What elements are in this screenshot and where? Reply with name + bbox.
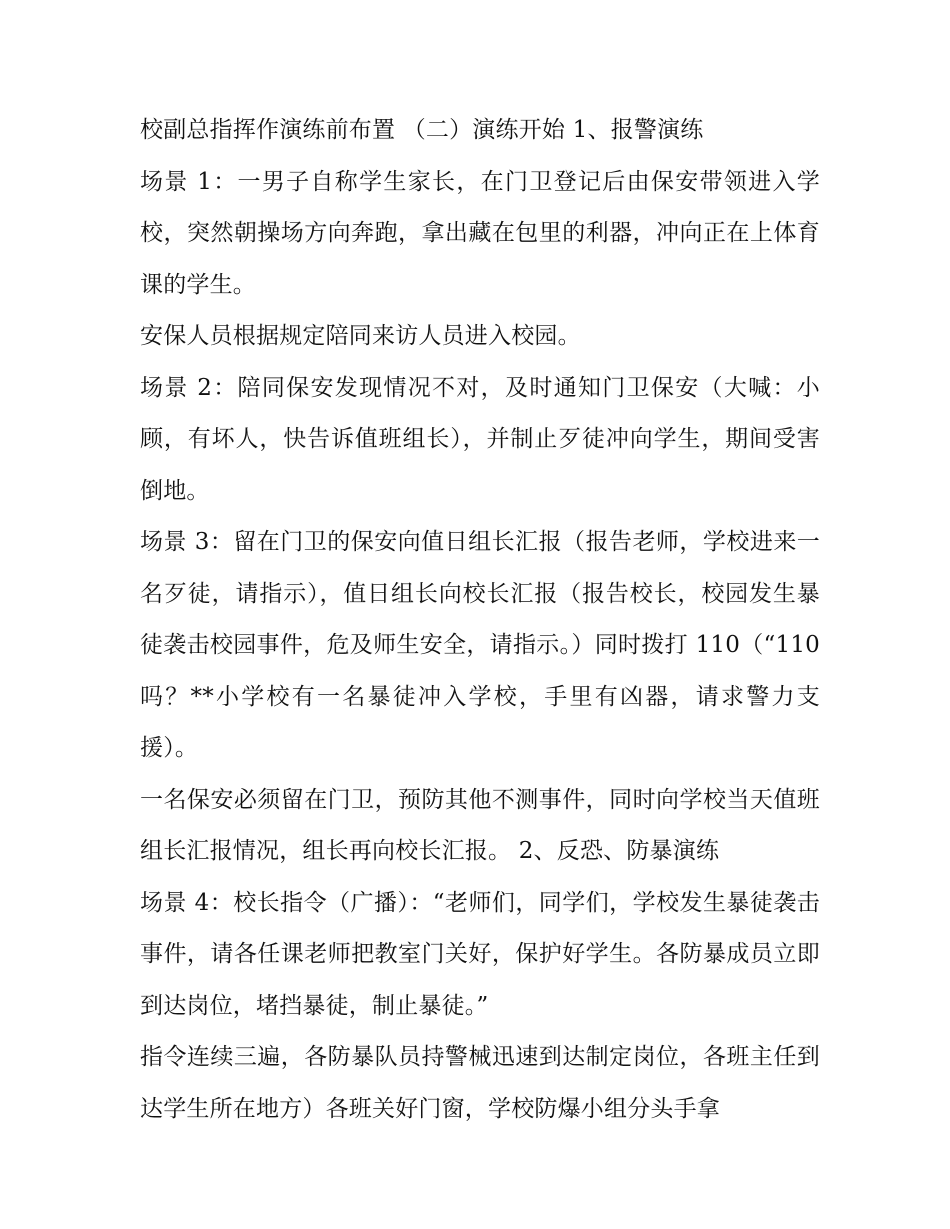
paragraph-security-escort: 安保人员根据规定陪同来访人员进入校园。 xyxy=(140,323,581,349)
paragraph-scene-2: 场景 2：陪同保安发现情况不对，及时通知门卫保安（大喊：小顾，有坏人，快告诉值班组长），并制止歹徒冲向学生，期间受害倒地。 xyxy=(140,374,820,504)
paragraph-guard-report: 一名保安必须留在门卫，预防其他不测事件，同时向学校当天值班组长汇报情况，组长再向校长汇报。 2、反恐、防暴演练 xyxy=(140,786,820,864)
paragraph-drill-intro: 校副总指挥作演练前布置 （二）演练开始 1、报警演练 xyxy=(140,117,704,143)
paragraph-instruction-repeat: 指令连续三遍，各防暴队员持警械迅速到达制定岗位，各班主任到达学生所在地方）各班关好门窗，学校防爆小组分头手拿 xyxy=(140,1044,820,1122)
paragraph-scene-4: 场景 4：校长指令（广播）：“老师们，同学们，学校发生暴徒袭击事件，请各任课老师把教室门关好，保护好学生。各防暴成员立即到达岗位，堵挡暴徒，制止暴徒。” xyxy=(140,889,820,1019)
paragraph-scene-3: 场景 3：留在门卫的保安向值日组长汇报（报告老师，学校进来一名歹徒，请指示），值日组长向校长汇报（报告校长，校园发生暴徒袭击校园事件，危及师生安全，请指示。）同时拨打 110（“110 吗？**小学校有一名暴徒冲入学校，手里有凶器，请求警力支援）。 xyxy=(140,529,820,761)
document-body xyxy=(140,105,820,1135)
paragraph-scene-1: 场景 1：一男子自称学生家长，在门卫登记后由保安带领进入学校，突然朝操场方向奔跑，拿出藏在包里的利器，冲向正在上体育课的学生。 xyxy=(140,168,820,298)
